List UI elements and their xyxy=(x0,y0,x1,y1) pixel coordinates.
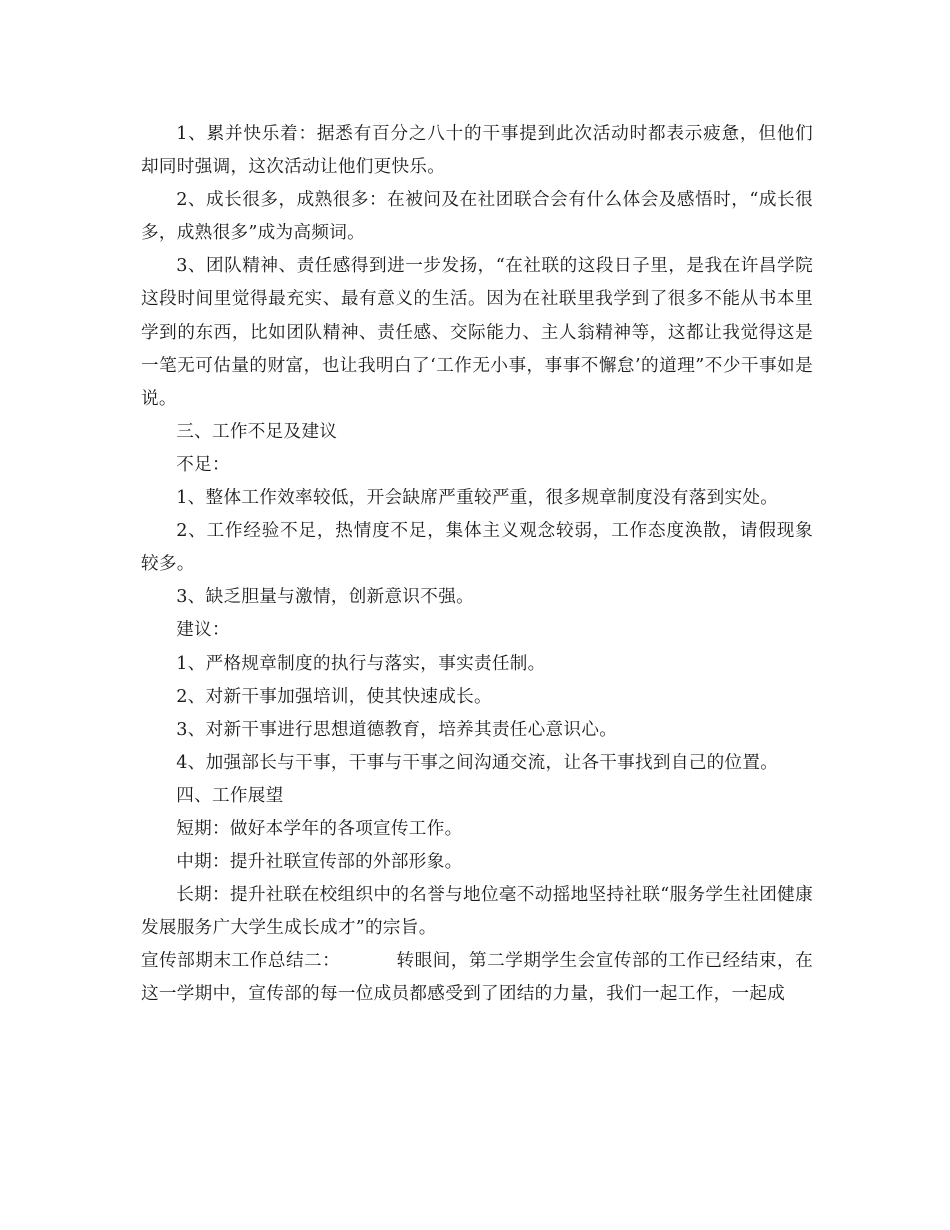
outlook-short-term: 短期：做好本学年的各项宣传工作。 xyxy=(176,818,463,839)
outlook-mid-term: 中期：提升社联宣传部的外部形象。 xyxy=(176,852,463,873)
suggestion-item-3: 3、对新干事进行思想道德教育，培养其责任心意识心。 xyxy=(176,719,618,740)
shortcoming-item-2: 2、工作经验不足，热情度不足，集体主义观念较弱，工作态度涣散，请假现象较多。 xyxy=(141,521,813,575)
paragraph-2: 2、成长很多，成熟很多：在被问及在社团联合会有什么体会及感悟时，“成长很多，成熟很多”成为高频词。 xyxy=(141,190,813,244)
subheading-suggestions: 建议： xyxy=(176,620,230,641)
shortcoming-item-1: 1、整体工作效率较低，开会缺席严重较严重，很多规章制度没有落到实处。 xyxy=(176,488,779,509)
shortcoming-item-3: 3、缺乏胆量与激情，创新意识不强。 xyxy=(176,587,474,608)
section-heading-shortcomings: 三、工作不足及建议 xyxy=(176,421,338,442)
summary-two-title: 宣传部期末工作总结二： xyxy=(141,951,341,972)
suggestion-item-2: 2、对新干事加强培训，使其快速成长。 xyxy=(176,686,492,707)
suggestion-item-1: 1、严格规章制度的执行与落实，事实责任制。 xyxy=(176,653,546,674)
subheading-shortcomings: 不足： xyxy=(176,454,230,475)
summary-two-paragraph xyxy=(141,945,813,1011)
paragraph-3: 3、团队精神、责任感得到进一步发扬，“在社联的这段日子里，是我在许昌学院这段时间里觉得最充实、最有意义的生活。因为在社联里我学到了很多不能从书本里学到的东西，比如团队精神、责任感、交际能力、主人翁精神等，这都让我觉得这是一笔无可估量的财富，也让我明白了‘工作无小事，事事不懈怠’的道理”不少干事如是说。 xyxy=(141,256,813,409)
section-heading-outlook: 四、工作展望 xyxy=(176,785,284,806)
summary-two-text: 转眼间，第二学期学生会宣传部的工作已经结束，在这一学期中，宣传部的每一位成员都感受到了团结的力量，我们一起工作，一起成 xyxy=(141,951,813,1005)
document-body xyxy=(141,118,813,1012)
suggestion-item-4: 4、加强部长与干事，干事与干事之间沟通交流，让各干事找到自己的位置。 xyxy=(176,752,779,773)
outlook-long-term: 长期：提升社联在校组织中的名誉与地位毫不动摇地坚持社联“服务学生社团健康发展服务广大学生成长成才”的宗旨。 xyxy=(141,885,813,939)
paragraph-1: 1、累并快乐着：据悉有百分之八十的干事提到此次活动时都表示疲惫，但他们却同时强调，这次活动让他们更快乐。 xyxy=(141,124,813,178)
